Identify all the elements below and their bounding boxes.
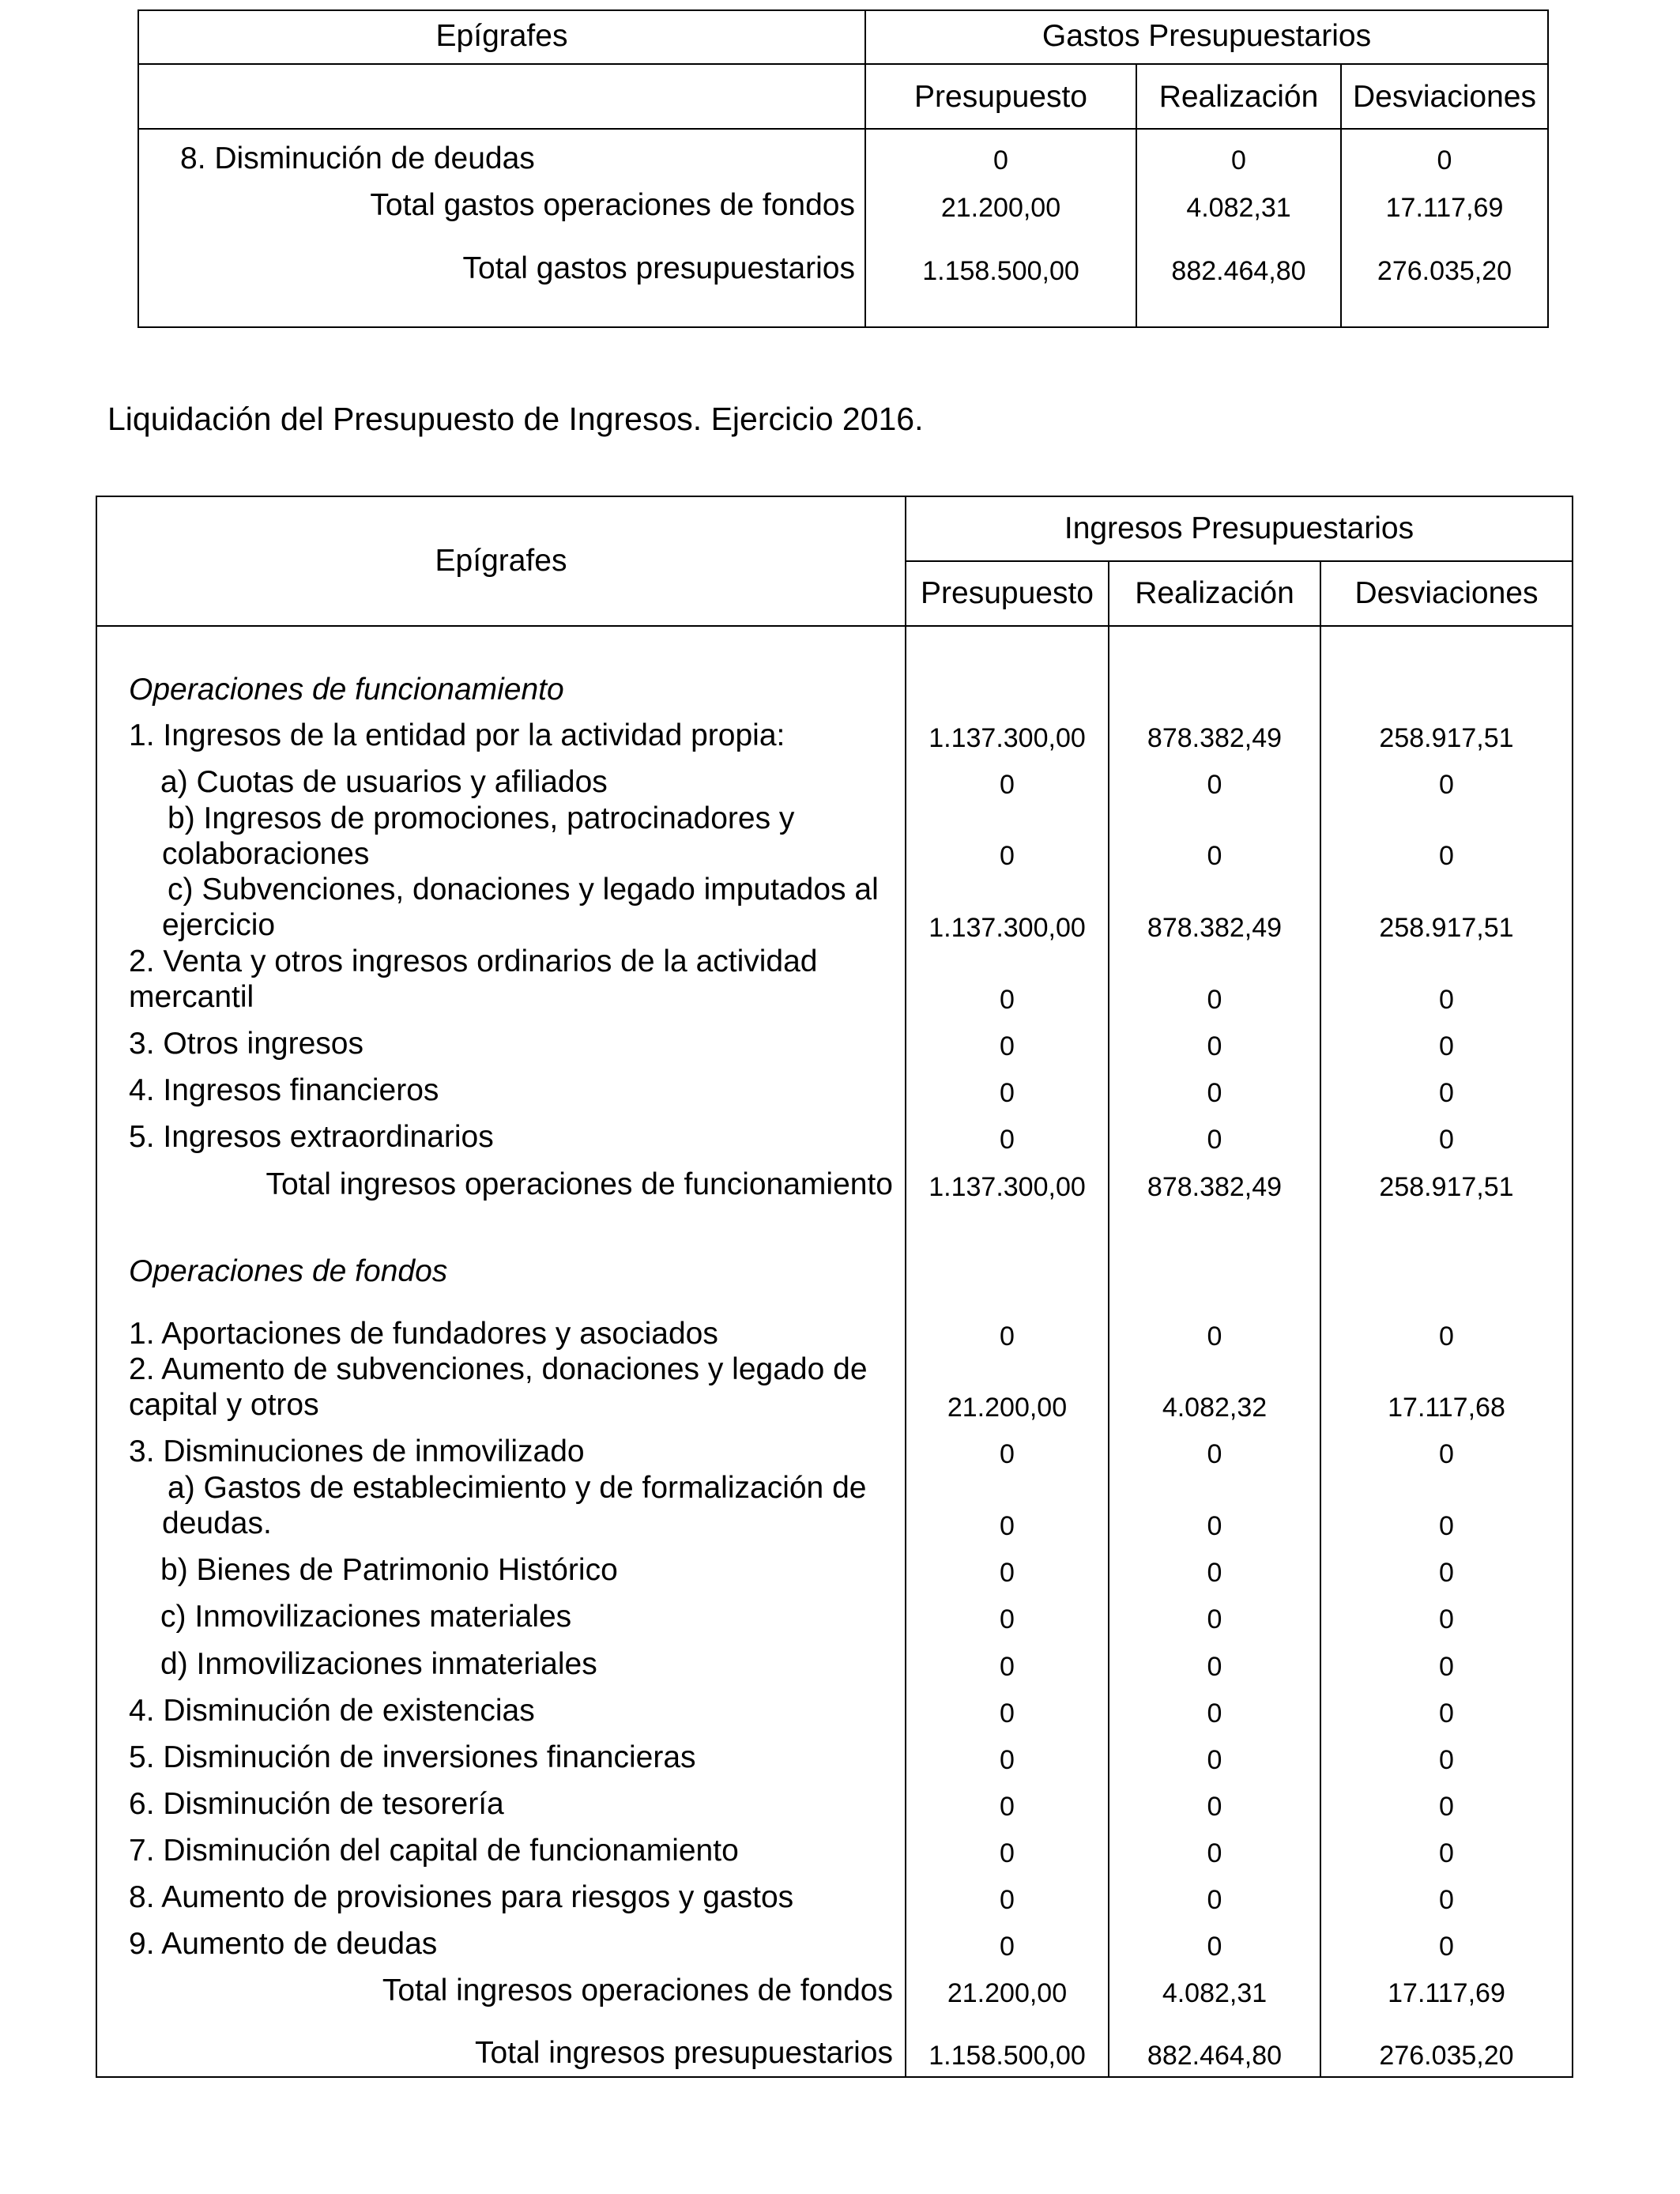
ingresos-row-realizacion: 4.082,31 xyxy=(1162,1978,1268,2008)
ingresos-row-label: 5. Ingresos extraordinarios xyxy=(129,1120,494,1154)
ingresos-row-label: 8. Aumento de provisiones para riesgos y gastos xyxy=(129,1880,794,1914)
ingresos-total-funcionamiento-label: Total ingresos operaciones de funcionamiento xyxy=(266,1167,893,1201)
ingresos-row-realizacion: 0 xyxy=(1207,841,1222,871)
ingresos-row-realizacion: 0 xyxy=(1207,985,1222,1015)
ingresos-row-presupuesto: 0 xyxy=(1000,1652,1015,1682)
gastos-row-desviaciones: 276.035,20 xyxy=(1377,256,1512,286)
gastos-row-realizacion: 0 xyxy=(1231,145,1246,175)
ingresos-row-label-cont: deudas. xyxy=(162,1506,272,1540)
gastos-row-realizacion: 882.464,80 xyxy=(1171,256,1306,286)
ingresos-row-desviaciones: 0 xyxy=(1439,1885,1454,1915)
ingresos-title: Liquidación del Presupuesto de Ingresos. Ejercicio 2016. xyxy=(107,401,924,437)
ingresos-row-realizacion: 878.382,49 xyxy=(1147,723,1283,753)
ingresos-row-realizacion: 0 xyxy=(1207,1604,1222,1634)
ingresos-row-label: 1. Aportaciones de fundadores y asociados xyxy=(129,1317,718,1351)
ingresos-row-label: b) Ingresos de promociones, patrocinadores y xyxy=(168,801,795,835)
ingresos-row-desviaciones: 276.035,20 xyxy=(1379,2041,1514,2071)
ingresos-row-realizacion: 882.464,80 xyxy=(1147,2041,1283,2071)
gastos-row-desviaciones: 17.117,69 xyxy=(1385,193,1504,223)
ingresos-row-realizacion: 878.382,49 xyxy=(1147,913,1283,943)
gastos-header-desviaciones: Desviaciones xyxy=(1353,80,1536,114)
ingresos-header-epigrafes: Epígrafes xyxy=(435,544,567,578)
ingresos-row-label-cont: ejercicio xyxy=(162,908,276,942)
ingresos-row-presupuesto: 0 xyxy=(1000,985,1015,1015)
section-fondos: Operaciones de fondos xyxy=(129,1254,448,1288)
ingresos-row-desviaciones: 0 xyxy=(1439,770,1454,800)
ingresos-row-desviaciones: 258.917,51 xyxy=(1379,913,1514,943)
ingresos-row-presupuesto: 1.137.300,00 xyxy=(929,1172,1086,1202)
ingresos-row-realizacion: 0 xyxy=(1207,1078,1222,1108)
ingresos-row-presupuesto: 0 xyxy=(1000,1698,1015,1728)
ingresos-row-desviaciones: 0 xyxy=(1439,1125,1454,1155)
ingresos-row-label: b) Bienes de Patrimonio Histórico xyxy=(160,1553,618,1587)
ingresos-row-desviaciones: 0 xyxy=(1439,1652,1454,1682)
ingresos-header-realizacion: Realización xyxy=(1135,576,1294,610)
ingresos-row-desviaciones: 0 xyxy=(1439,1838,1454,1868)
ingresos-row-desviaciones: 0 xyxy=(1439,1078,1454,1108)
ingresos-row-desviaciones: 258.917,51 xyxy=(1379,723,1514,753)
ingresos-row-presupuesto: 21.200,00 xyxy=(947,1393,1068,1423)
gastos-row-presupuesto: 21.200,00 xyxy=(940,193,1061,223)
ingresos-row-presupuesto: 0 xyxy=(1000,1792,1015,1822)
ingresos-row-presupuesto: 0 xyxy=(1000,1604,1015,1634)
ingresos-row-realizacion: 0 xyxy=(1207,1031,1222,1061)
ingresos-row-presupuesto: 0 xyxy=(1000,1558,1015,1588)
ingresos-row-desviaciones: 0 xyxy=(1439,1031,1454,1061)
ingresos-row-presupuesto: 1.137.300,00 xyxy=(929,723,1086,753)
ingresos-row-presupuesto: 0 xyxy=(1000,1838,1015,1868)
ingresos-row-presupuesto: 21.200,00 xyxy=(947,1978,1068,2008)
ingresos-row-presupuesto: 1.137.300,00 xyxy=(929,913,1086,943)
ingresos-row-realizacion: 0 xyxy=(1207,1885,1222,1915)
ingresos-row-realizacion: 0 xyxy=(1207,1792,1222,1822)
ingresos-row-realizacion: 4.082,32 xyxy=(1162,1393,1268,1423)
ingresos-row-desviaciones: 0 xyxy=(1439,1558,1454,1588)
ingresos-row-label-cont: mercantil xyxy=(129,980,254,1014)
ingresos-row-desviaciones: 0 xyxy=(1439,1698,1454,1728)
ingresos-row-label: a) Cuotas de usuarios y afiliados xyxy=(160,765,608,799)
ingresos-row-presupuesto: 0 xyxy=(1000,1932,1015,1962)
ingresos-row-desviaciones: 0 xyxy=(1439,841,1454,871)
ingresos-row-label: 7. Disminución del capital de funcionamiento xyxy=(129,1834,739,1868)
ingresos-row-label: 4. Disminución de existencias xyxy=(129,1694,535,1728)
ingresos-row-desviaciones: 0 xyxy=(1439,985,1454,1015)
ingresos-row-label: 9. Aumento de deudas xyxy=(129,1927,438,1961)
ingresos-row-realizacion: 0 xyxy=(1207,1439,1222,1469)
ingresos-header-presupuesto: Presupuesto xyxy=(921,576,1094,610)
ingresos-row-desviaciones: 0 xyxy=(1439,1321,1454,1351)
ingresos-row-realizacion: 0 xyxy=(1207,1321,1222,1351)
ingresos-row-presupuesto: 0 xyxy=(1000,1885,1015,1915)
ingresos-row-label: 2. Aumento de subvenciones, donaciones y legado de xyxy=(129,1352,868,1386)
ingresos-row-realizacion: 0 xyxy=(1207,1932,1222,1962)
ingresos-row-realizacion: 0 xyxy=(1207,1652,1222,1682)
ingresos-row-desviaciones: 258.917,51 xyxy=(1379,1172,1514,1202)
gastos-row-presupuesto: 1.158.500,00 xyxy=(922,256,1079,286)
ingresos-row-presupuesto: 0 xyxy=(1000,1031,1015,1061)
ingresos-row-label: d) Inmovilizaciones inmateriales xyxy=(160,1647,597,1681)
ingresos-row-realizacion: 0 xyxy=(1207,1558,1222,1588)
ingresos-row-label: 3. Otros ingresos xyxy=(129,1027,363,1061)
ingresos-total-presupuestarios-label: Total ingresos presupuestarios xyxy=(475,2036,893,2070)
ingresos-row-label: 5. Disminución de inversiones financieras xyxy=(129,1740,696,1774)
ingresos-row-realizacion: 0 xyxy=(1207,770,1222,800)
ingresos-row-desviaciones: 0 xyxy=(1439,1792,1454,1822)
gastos-row-realizacion: 4.082,31 xyxy=(1186,193,1291,223)
ingresos-row-label-cont: colaboraciones xyxy=(162,837,370,871)
gastos-header-group: Gastos Presupuestarios xyxy=(1042,19,1372,53)
ingresos-row-presupuesto: 0 xyxy=(1000,1511,1015,1541)
ingresos-row-realizacion: 0 xyxy=(1207,1698,1222,1728)
ingresos-row-realizacion: 878.382,49 xyxy=(1147,1172,1283,1202)
ingresos-row-presupuesto: 0 xyxy=(1000,770,1015,800)
gastos-header-realizacion: Realización xyxy=(1158,80,1319,114)
ingresos-row-desviaciones: 0 xyxy=(1439,1439,1454,1469)
ingresos-row-desviaciones: 0 xyxy=(1439,1932,1454,1962)
section-funcionamiento: Operaciones de funcionamiento xyxy=(129,673,564,707)
ingresos-row-label: 6. Disminución de tesorería xyxy=(129,1787,504,1821)
ingresos-row-label: c) Subvenciones, donaciones y legado imputados al xyxy=(168,873,879,907)
ingresos-row-label-cont: capital y otros xyxy=(129,1388,319,1422)
gastos-row-label: Total gastos operaciones de fondos xyxy=(370,188,855,222)
ingresos-row-presupuesto: 0 xyxy=(1000,1439,1015,1469)
ingresos-row-presupuesto: 0 xyxy=(1000,1125,1015,1155)
ingresos-row-label: 3. Disminuciones de inmovilizado xyxy=(129,1434,585,1468)
ingresos-row-desviaciones: 0 xyxy=(1439,1511,1454,1541)
ingresos-row-desviaciones: 0 xyxy=(1439,1604,1454,1634)
ingresos-header-desviaciones: Desviaciones xyxy=(1354,576,1539,610)
ingresos-total-fondos-label: Total ingresos operaciones de fondos xyxy=(382,1973,893,2007)
ingresos-row-presupuesto: 1.158.500,00 xyxy=(929,2041,1086,2071)
ingresos-row-realizacion: 0 xyxy=(1207,1745,1222,1775)
gastos-row-desviaciones: 0 xyxy=(1437,145,1452,175)
gastos-header-presupuesto: Presupuesto xyxy=(914,80,1087,114)
ingresos-row-label: a) Gastos de establecimiento y de formalización de xyxy=(168,1471,867,1505)
ingresos-row-desviaciones: 17.117,68 xyxy=(1388,1393,1505,1423)
ingresos-row-realizacion: 0 xyxy=(1207,1125,1222,1155)
ingresos-row-label: 1. Ingresos de la entidad por la actividad propia: xyxy=(129,718,785,752)
ingresos-row-desviaciones: 17.117,69 xyxy=(1388,1978,1505,2008)
ingresos-row-realizacion: 0 xyxy=(1207,1838,1222,1868)
gastos-row-label: 8. Disminución de deudas xyxy=(180,141,535,175)
ingresos-row-presupuesto: 0 xyxy=(1000,841,1015,871)
gastos-header-epigrafes: Epígrafes xyxy=(435,19,568,53)
ingresos-row-desviaciones: 0 xyxy=(1439,1745,1454,1775)
ingresos-row-realizacion: 0 xyxy=(1207,1511,1222,1541)
ingresos-row-label: c) Inmovilizaciones materiales xyxy=(160,1600,572,1634)
ingresos-row-presupuesto: 0 xyxy=(1000,1078,1015,1108)
gastos-row-presupuesto: 0 xyxy=(993,145,1008,175)
ingresos-row-label: 2. Venta y otros ingresos ordinarios de la actividad xyxy=(129,944,818,978)
gastos-row-label: Total gastos presupuestarios xyxy=(462,251,855,285)
ingresos-header-group: Ingresos Presupuestarios xyxy=(1064,511,1414,545)
ingresos-row-presupuesto: 0 xyxy=(1000,1745,1015,1775)
ingresos-row-presupuesto: 0 xyxy=(1000,1321,1015,1351)
ingresos-row-label: 4. Ingresos financieros xyxy=(129,1073,439,1107)
